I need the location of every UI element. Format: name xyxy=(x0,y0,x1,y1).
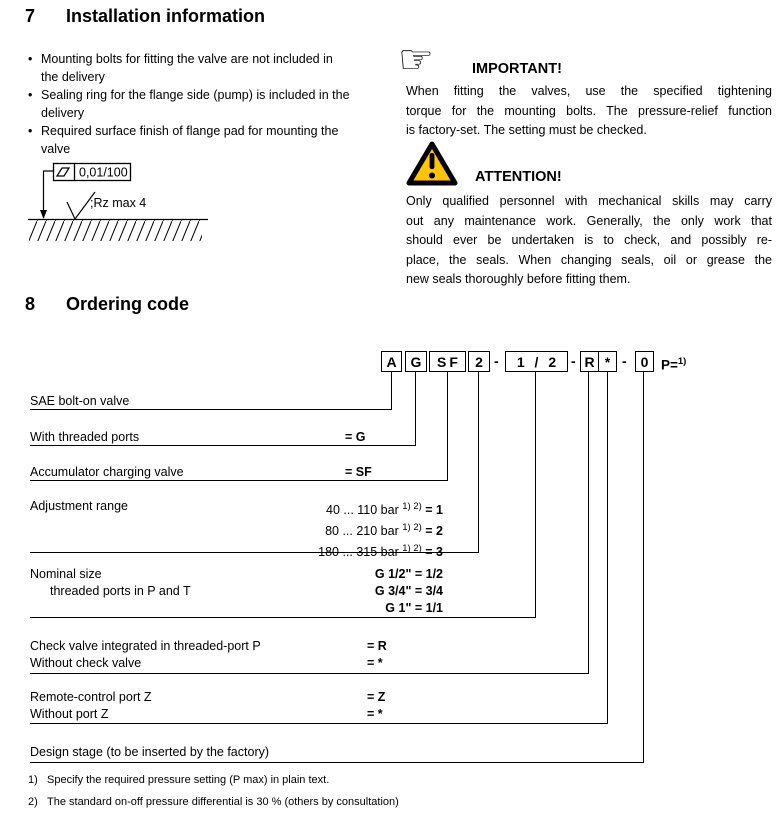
important-paragraph xyxy=(406,82,772,141)
paragraph-line: should ever be undertaken is to check, and possibly re- xyxy=(406,233,772,247)
code-box-series: A xyxy=(381,351,402,372)
row-code-no-remote-port: = * xyxy=(367,707,383,721)
code-box-threaded: G xyxy=(405,351,427,372)
pressure-footnote-ref: 1) xyxy=(677,356,687,367)
footnote-ref: 1) 2) xyxy=(402,501,422,512)
bullet-text: valve xyxy=(41,142,71,156)
row-code-remote-port: = Z xyxy=(367,690,386,704)
paragraph-line: new seals thoroughly before fitting them. xyxy=(406,272,631,286)
section-7-title: Installation information xyxy=(66,6,266,26)
footnote-ref: 1) 2) xyxy=(402,543,422,555)
row-label-check-valve: Check valve integrated in threaded-port P xyxy=(30,639,261,653)
section-8-heading xyxy=(25,294,189,315)
list-item xyxy=(28,86,394,122)
paragraph-line: is factory-set. The setting must be checked. xyxy=(406,123,647,137)
installation-bullet-list xyxy=(28,50,394,158)
leader-line xyxy=(44,171,54,211)
adjustment-option: 80 ... 210 bar $^{1) 2)}$ = 2 xyxy=(325,522,443,539)
row-sublabel-nominal: threaded ports in P and T xyxy=(50,584,191,598)
hatching xyxy=(29,220,202,241)
row-label-sae: SAE bolt-on valve xyxy=(30,394,130,408)
footnote-marker: 1) xyxy=(28,774,38,786)
footnote-marker: 2) xyxy=(28,796,38,808)
important-title: IMPORTANT! xyxy=(472,61,562,77)
nominal-option: G 1/2" = 1/2 xyxy=(374,567,443,581)
row-label-no-check-valve: Without check valve xyxy=(30,656,142,670)
paragraph-line: out any maintenance work. Generally, the only work that xyxy=(406,213,772,228)
footnote-1 xyxy=(28,774,329,786)
row-label-no-remote-port: Without port Z xyxy=(30,707,109,721)
flatness-value: 0,01/100 xyxy=(79,165,128,180)
row-code-threaded: = G xyxy=(345,430,366,444)
code-box-check-valve: R xyxy=(580,351,599,372)
row-label-adjustment: Adjustment range xyxy=(30,499,128,513)
code-box-design-stage: 0 xyxy=(635,351,654,372)
footnote-text: The standard on-off pressure differential is 30 % (others by consultation) xyxy=(47,796,399,808)
bullet-text: the delivery xyxy=(41,70,105,84)
row-label-remote-port: Remote-control port Z xyxy=(30,690,152,704)
code-box-nominal-size: 1 / 2 xyxy=(505,351,568,372)
nominal-options xyxy=(143,566,443,617)
row-code-no-check-valve: = * xyxy=(367,656,383,670)
section-7-number: 7 xyxy=(25,6,36,26)
code-box-remote-port: * xyxy=(598,351,617,372)
adjustment-option: 180 ... 315 bar $^{1) 2)}$ = 3 xyxy=(318,543,443,560)
bullet-text: delivery xyxy=(41,106,85,120)
row-label-design-stage: Design stage (to be inserted by the factory) xyxy=(30,745,270,759)
adjustment-option: 40 ... 110 bar $^{1) 2)}$ = 1 xyxy=(326,501,443,518)
footnote-ref: 1) 2) xyxy=(402,522,422,534)
bullet-text: Required surface finish of flange pad for mounting the xyxy=(41,124,339,138)
exclamation-dot xyxy=(429,173,435,179)
attention-paragraph xyxy=(406,192,772,290)
pressure-prefix: P= xyxy=(661,357,678,373)
bullet-icon: • xyxy=(28,88,33,102)
pressure-setting-note xyxy=(661,351,686,376)
nominal-option: G 3/4" = 3/4 xyxy=(374,584,443,598)
row-label-nominal: Nominal size xyxy=(30,567,102,581)
section-7-heading xyxy=(25,6,265,27)
nominal-option: G 1" = 1/1 xyxy=(385,601,443,615)
row-code-check-valve: = R xyxy=(367,639,387,653)
attention-title: ATTENTION! xyxy=(475,169,562,185)
row-label-threaded: With threaded ports xyxy=(30,430,140,444)
code-separator: - xyxy=(571,353,576,369)
paragraph-line: torque for the mounting bolts. The pressure-relief function xyxy=(406,103,772,118)
code-box-valve-type: SF xyxy=(429,351,466,372)
section-8-title: Ordering code xyxy=(66,294,190,314)
section-8-number: 8 xyxy=(25,294,36,314)
row-label-accumulator: Accumulator charging valve xyxy=(30,465,184,479)
paragraph-line: When fitting the valves, use the specified tightening xyxy=(406,84,772,98)
bullet-text: Mounting bolts for fitting the valve are not included in xyxy=(41,52,333,66)
code-separator: - xyxy=(494,353,499,369)
surface-finish-drawing xyxy=(28,155,253,250)
list-item xyxy=(28,50,394,86)
code-separator: - xyxy=(622,353,627,369)
pointing-hand-icon: ☞ xyxy=(398,38,434,82)
roughness-note: ;Rz max 4 xyxy=(90,196,147,210)
warning-triangle-icon xyxy=(406,140,458,187)
bullet-icon: • xyxy=(28,124,33,138)
row-code-accumulator: = SF xyxy=(345,465,372,479)
bullet-text: Sealing ring for the flange side (pump) is included in the xyxy=(41,88,350,102)
footnote-text: Specify the required pressure setting (P max) in plain text. xyxy=(47,774,330,786)
code-box-adjustment: 2 xyxy=(468,351,490,372)
list-item xyxy=(28,122,394,158)
bullet-icon: • xyxy=(28,52,33,66)
paragraph-line: place, the seals. When changing seals, oil or grease the xyxy=(406,252,772,267)
paragraph-line: Only qualified personnel with mechanical skills may carry xyxy=(406,194,772,208)
flatness-symbol-icon xyxy=(57,168,69,176)
leader-arrow-icon xyxy=(40,210,47,219)
adjustment-options xyxy=(143,498,443,561)
exclamation-bar xyxy=(430,153,435,169)
footnote-2 xyxy=(28,796,399,808)
